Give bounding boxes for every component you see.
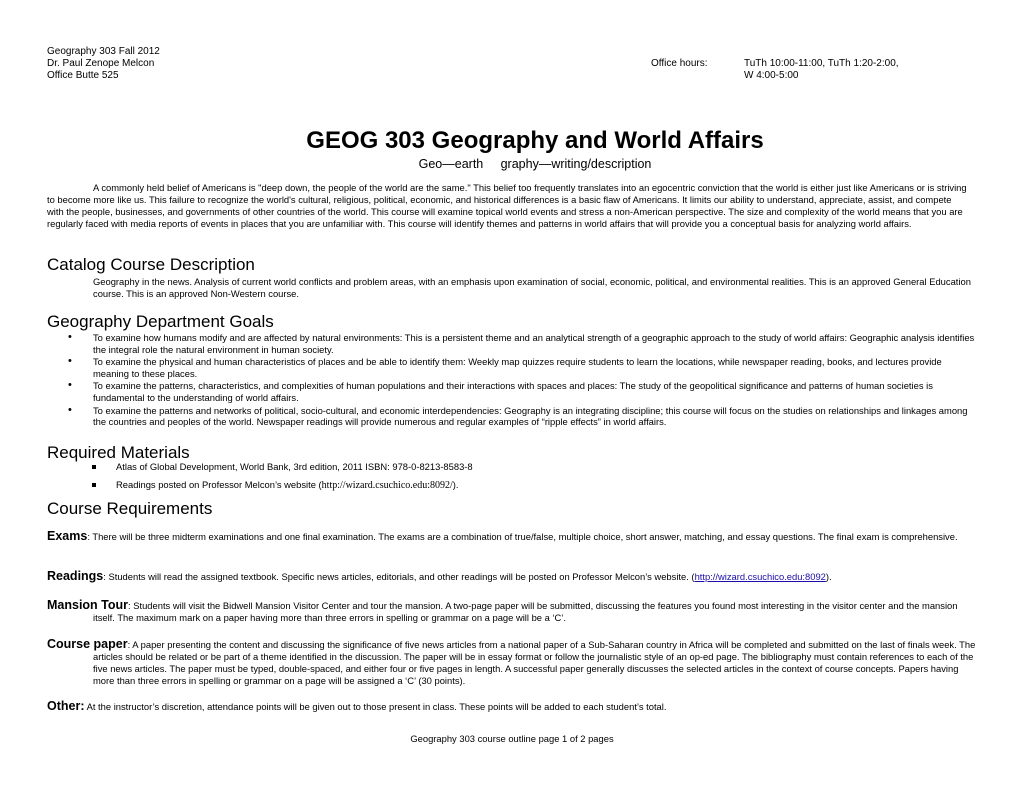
goal-text: To examine the patterns, characteristics, and complexities of human populations and their interactions with spaces and places: The study of the geopolitical significance and patterns of human societies is fundamental to the understanding of world affairs. [93,380,933,403]
instructor-name: Dr. Paul Zenope Melcon [47,58,155,69]
material-readings-suffix: ). [452,479,459,490]
req-course-paper [47,638,977,687]
goal-text: To examine the physical and human characteristics of places and be able to identify them: Weekly map quizzes require students to learn the locations, while newspaper reading, books, and lectures provide meaning to these places. [93,356,942,379]
square-bullet-icon [92,465,96,469]
material-readings-prefix: Readings posted on Professor Melcon’s website ( [116,479,322,490]
bullet-icon: • [68,331,72,343]
label-colon: : [87,531,93,542]
paper-label: Course paper [47,637,128,651]
readings-text: Students will read the assigned textbook. Specific news articles, editorials, and other readings will be posted on Professor Melcon’s website. ( [108,571,695,582]
intro-paragraph: A commonly held belief of Americans is "deep down, the people of the world are the same." This belief too frequently translates into an egocentric conviction that the world is either just like Americans or is striving to become more like us. This failure to recognize the world's cultural, religious, political, economic, and historical differences is a basic flaw of Americans. It limits our ability to understand, appreciate, assist, and compete with the people, businesses, and governments of other countries of the world. This course will examine topical world events and stress a non-American perspective. The size and complexity of the world means that you are regularly faced with media reports of events in places that you are unfamiliar with. This course will identify themes and patterns in world affairs that will provide you a conceptual basis for analyzing world affairs. [47,182,967,230]
readings-website-link[interactable]: http://wizard.csuchico.edu:8092 [694,571,826,582]
bullet-icon: • [68,379,72,392]
office-location: Office Butte 525 [47,70,119,81]
square-bullet-icon [92,483,96,487]
page-footer: Geography 303 course outline page 1 of 2 pages [410,733,614,744]
label-colon: : [127,639,133,650]
other-text: At the instructor’s discretion, attendance points will be given out to those present in class. These points will be added to each student’s total. [86,701,667,712]
goals-list [47,332,977,429]
goal-item [47,405,977,428]
label-colon: : [103,571,109,582]
goal-item [47,332,977,355]
label-colon: : [128,600,134,611]
other-label: Other: [47,699,85,713]
office-hours-label: Office hours: [651,58,708,69]
exams-label: Exams [47,529,88,543]
requirements-heading: Course Requirements [47,499,213,518]
goal-item [47,356,977,379]
material-website-url[interactable]: http://wizard.csuchico.edu:8092/ [321,480,453,491]
catalog-text: Geography in the news. Analysis of current world conflicts and problem areas, with an emphasis upon examination of social, economic, political, and environmental realities. This is an approved General Education course. This is an approved Non-Western course. [93,276,971,300]
mansion-text: Students will visit the Bidwell Mansion Visitor Center and tour the mansion. A two-page paper will be submitted, discussing the features you found most interesting in the visitor center and the mansion itself. The maximum mark on a paper having more than three errors in spelling or grammar on a page will be a ‘C’. [93,600,958,624]
bullet-icon: • [68,355,72,368]
office-hours-line1: TuTh 10:00-11:00, TuTh 1:20-2:00, [744,58,899,69]
goal-text: To examine the patterns and networks of political, socio-cultural, and economic interdependencies: Geography is an integrating discipline; this course will focus on the studies on relationships and linkages among the countries and peoples of the world. Newspaper readings will provide numerous and regular examples of “ripple effects” in world affairs. [93,404,968,428]
materials-heading: Required Materials [47,443,190,462]
readings-suffix: ). [825,571,832,582]
goal-item [47,380,977,403]
header-course-info [47,46,160,82]
req-readings [47,570,977,583]
req-exams [47,530,977,543]
office-hours-line2: W 4:00-5:00 [744,70,799,81]
exams-text: There will be three midterm examinations and one final examination. The exams are a combination of true/false, multiple choice, short answer, matching, and essay questions. The final exam is comprehensive. [92,531,958,542]
mansion-label: Mansion Tour [47,598,129,612]
page-subtitle: Geo—earth graphy—writing/description [418,157,652,171]
goal-text: To examine how humans modify and are affected by natural environments: This is a persistent theme and an analytical strength of a geographic approach to the study of world affairs: Geographic analysis identifies the integral role the natural environment in human society. [93,332,975,355]
page-title: GEOG 303 Geography and World Affairs [306,127,764,154]
course-term: Geography 303 Fall 2012 [47,46,160,57]
office-hours-times [744,58,899,82]
materials-list [47,461,977,498]
catalog-heading: Catalog Course Description [47,255,255,274]
material-item [47,479,977,492]
paper-text: A paper presenting the content and discussing the significance of five news articles from a national paper of a Sub-Saharan country in Africa will be completed and submitted on the last of finals week. The articles should be related or be part of a theme identified in the discussion. The paper will be in essay format or follow the journalistic style of an op-ed page. The bibliography must contain references to each of the five news articles. The paper must be typed, double-spaced, and either four or five pages in length. A successful paper generally discusses the selected articles in the context of course concepts. Papers having more than three errors in spelling or grammar on a page will be assigned a ‘C’ (30 points). [93,639,976,687]
readings-label: Readings [47,569,104,583]
material-item [47,461,977,473]
material-atlas: Atlas of Global Development, World Bank, 3rd edition, 2011 ISBN: 978-0-8213-8583-8 [116,461,473,472]
goals-heading: Geography Department Goals [47,312,274,331]
bullet-icon: • [68,403,72,416]
req-other [47,700,977,713]
req-mansion [47,599,977,624]
